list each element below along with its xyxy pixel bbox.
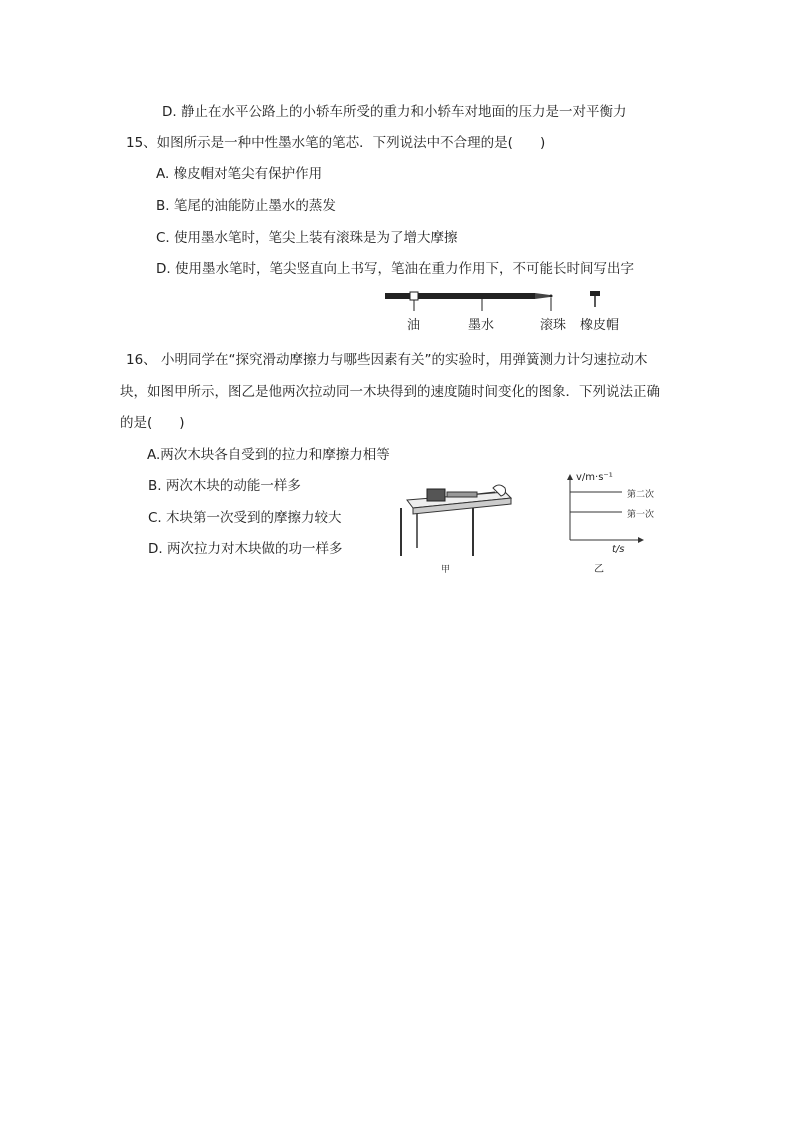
q15-option-b: B. 笔尾的油能防止墨水的蒸发: [156, 198, 336, 214]
q15-option-a: A. 橡皮帽对笔尖有保护作用: [156, 166, 323, 182]
ball-point: [550, 295, 553, 298]
label-second: 第二次: [627, 490, 655, 500]
fig-jia-caption: 甲: [441, 565, 451, 575]
q15-option-c: C. 使用墨水笔时，笔尖上装有滚珠是为了增大摩擦: [156, 230, 458, 246]
spring-scale: [447, 492, 477, 497]
fig-yi-caption: 乙: [594, 564, 604, 575]
q16-stem-line2: 块，如图甲所示，图乙是他两次拉动同一木块得到的速度随时间变化的图象．下列说法正确: [120, 384, 660, 400]
q16-option-b: B. 两次木块的动能一样多: [148, 478, 301, 494]
q16-stem-line1: 16、 小明同学在“探究滑动摩擦力与哪些因素有关”的实验时，用弹簧测力计匀速拉动木: [126, 352, 648, 368]
pen-refill-figure: [382, 287, 642, 332]
label-cap: 橡皮帽: [580, 318, 620, 333]
q15-stem: 15、如图所示是一种中性墨水笔的笔芯．下列说法中不合理的是( ): [126, 135, 546, 151]
label-oil: 油: [407, 318, 421, 333]
q16-option-a: A.两次木块各自受到的拉力和摩擦力相等: [147, 447, 390, 463]
v-axis-label: v/m·s⁻¹: [576, 472, 613, 483]
label-first: 第一次: [627, 510, 655, 520]
oil-segment: [410, 292, 418, 300]
table-drawing: [395, 478, 520, 558]
q16-stem-line3: 的是( ): [120, 415, 185, 431]
rubber-cap: [590, 291, 600, 296]
q16-option-c: C. 木块第一次受到的摩擦力较大: [148, 510, 342, 526]
pen-tube: [385, 293, 535, 299]
label-ball: 滚珠: [540, 318, 567, 333]
fig-jia: [395, 478, 520, 573]
label-ink: 墨水: [468, 318, 495, 333]
pen-tip: [535, 293, 550, 299]
fig-yi: [560, 470, 670, 575]
q16-option-d: D. 两次拉力对木块做的功一样多: [148, 541, 343, 557]
t-axis-label: t/s: [612, 544, 625, 555]
wood-block: [427, 489, 445, 501]
q14-option-d: D. 静止在水平公路上的小轿车所受的重力和小轿车对地面的压力是一对平衡力: [162, 104, 627, 120]
q15-option-d: D. 使用墨水笔时，笔尖竖直向上书写，笔油在重力作用下，不可能长时间写出字: [156, 261, 634, 277]
